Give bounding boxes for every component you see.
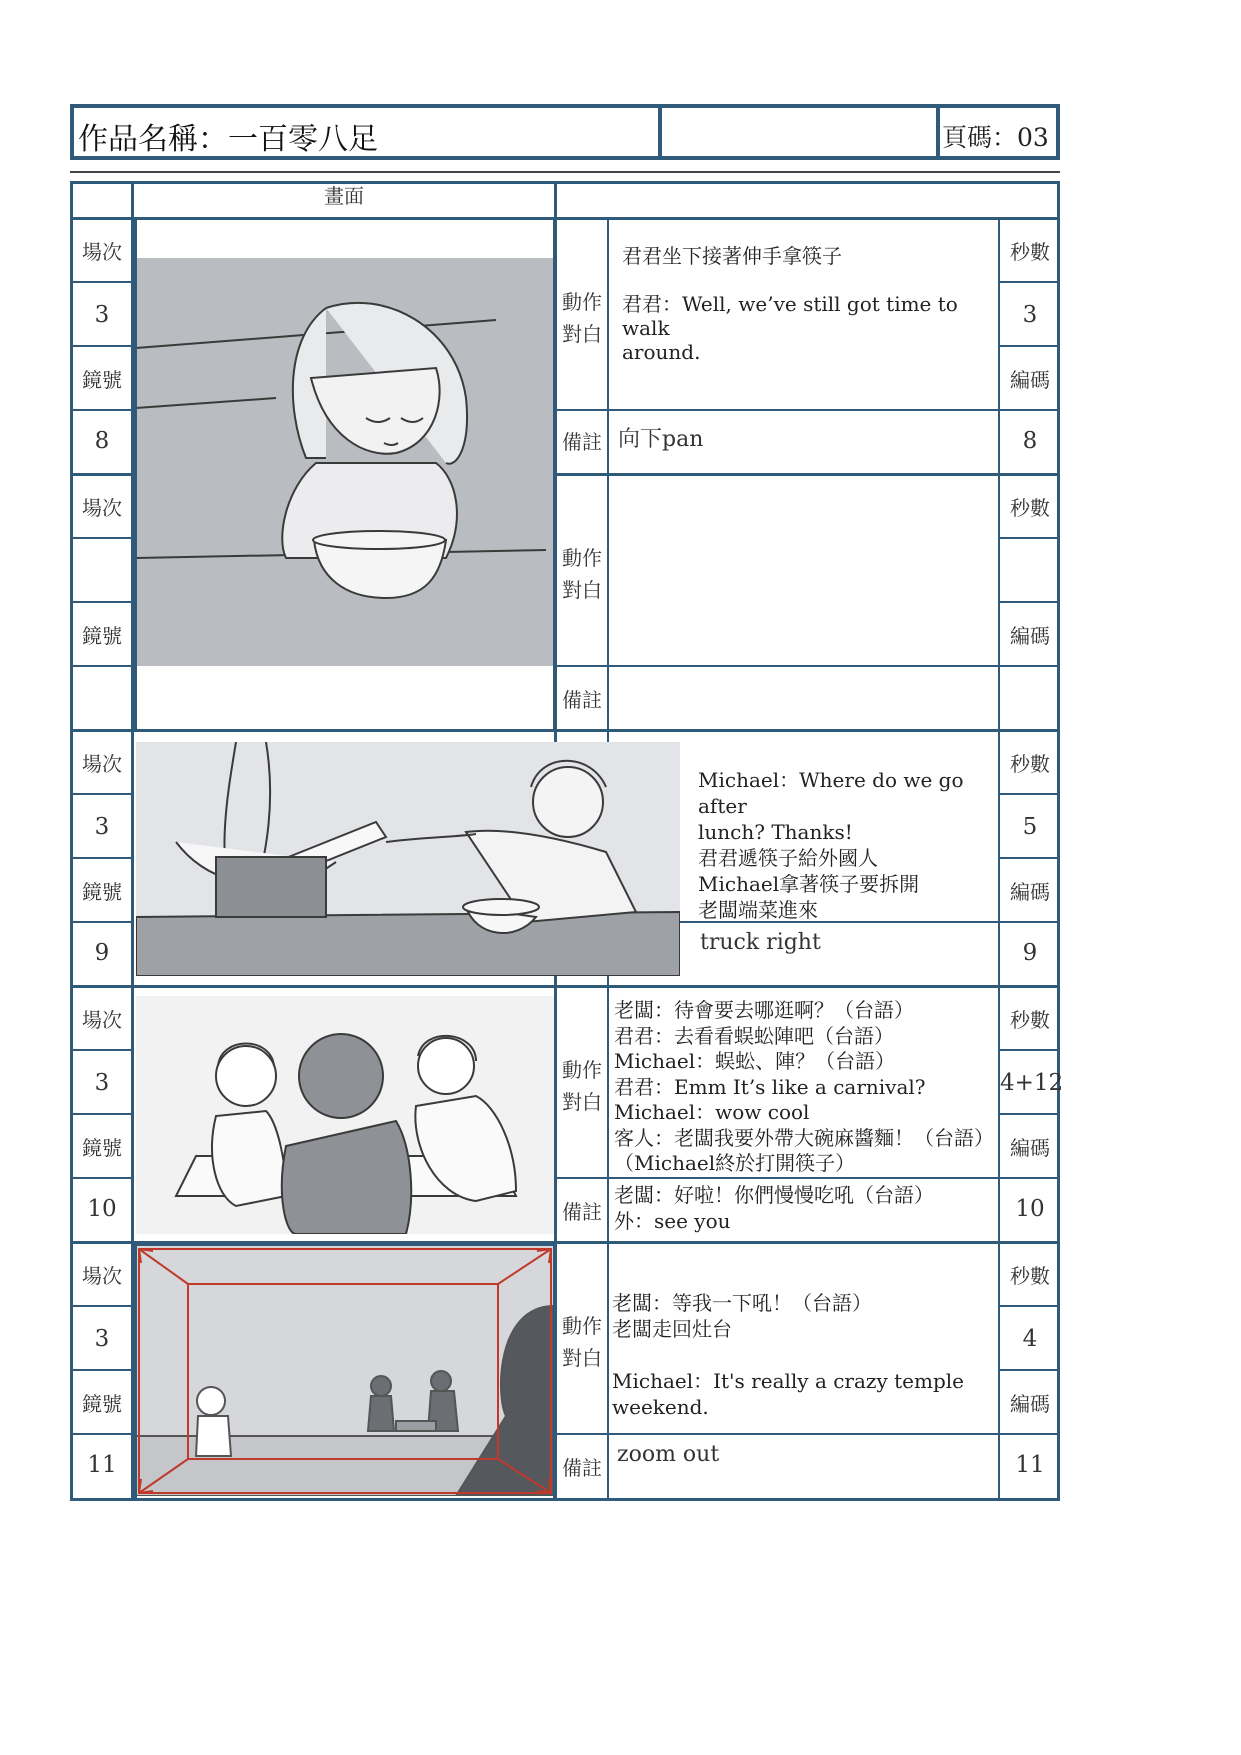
code-label: 編碼 <box>1010 624 1050 648</box>
shot-label: 鏡號 <box>82 624 122 648</box>
code-value: 8 <box>1022 428 1038 454</box>
remarks-text: zoom out <box>617 1442 720 1467</box>
label-row-line <box>70 1369 132 1371</box>
action-dialogue-label: 動作 對白 <box>562 546 602 602</box>
seconds-label: 秒數 <box>1010 240 1050 264</box>
label-row-line <box>70 281 132 283</box>
action-text: 老闆：等我一下吼！（台語） 老闆走回灶台 Michael：It's really a crazy temple weekend. <box>612 1291 964 1419</box>
action-text: Michael：Where do we go after lunch? Thanks! 君君遞筷子給外國人 Michael拿著筷子要拆開 老闆端菜進來 <box>698 768 964 922</box>
remarks-line <box>555 1433 1060 1435</box>
seconds-label: 秒數 <box>1010 752 1050 776</box>
scene-label: 場次 <box>82 240 122 264</box>
seconds-row-line <box>999 601 1060 603</box>
label-row-line <box>70 345 132 347</box>
label-row-line <box>70 1433 132 1435</box>
code-value: 10 <box>1015 1196 1045 1222</box>
seconds-row-line <box>999 281 1060 283</box>
remarks-line <box>555 665 1060 667</box>
label-row-line <box>70 409 132 411</box>
code-value: 9 <box>1022 940 1038 966</box>
code-value: 11 <box>1015 1452 1045 1478</box>
seconds-row-line <box>999 537 1060 539</box>
title-divider-2 <box>936 108 940 156</box>
label-row-line <box>70 921 132 923</box>
seconds-row-line <box>999 857 1060 859</box>
code-label: 編碼 <box>1010 880 1050 904</box>
work-title: 作品名稱：一百零八足 <box>78 122 378 157</box>
shot-value: 8 <box>94 428 110 454</box>
label-row-line <box>70 857 132 859</box>
remarks-label: 備註 <box>562 1456 602 1480</box>
shot-value: 11 <box>87 1452 117 1478</box>
shot-label: 鏡號 <box>82 1392 122 1416</box>
remarks-label: 備註 <box>562 688 602 712</box>
action-dialogue-label: 動作 對白 <box>562 1058 602 1114</box>
seconds-value: 5 <box>1022 814 1038 840</box>
seconds-row-line <box>999 1369 1060 1371</box>
label-row-line <box>70 1305 132 1307</box>
scene-label: 場次 <box>82 1264 122 1288</box>
seconds-label: 秒數 <box>1010 496 1050 520</box>
action-text: 君君坐下接著伸手拿筷子 君君：Well, we’ve still got time to walk around. <box>622 244 958 364</box>
label-row-line <box>70 793 132 795</box>
remarks-line <box>555 1177 1060 1179</box>
scene-label: 場次 <box>82 1008 122 1032</box>
seconds-row-line <box>999 345 1060 347</box>
scene-value: 3 <box>94 1326 110 1352</box>
seconds-value: 4 <box>1022 1326 1038 1352</box>
label-row-line <box>70 537 132 539</box>
shot-value: 9 <box>94 940 110 966</box>
scene-value: 3 <box>94 302 110 328</box>
separator-line <box>70 171 1060 173</box>
frame-border <box>134 1243 556 1501</box>
label-row-line <box>70 665 132 667</box>
page-number: 頁碼：03 <box>942 123 1049 152</box>
chopsticks-handover-sketch-icon <box>136 742 680 976</box>
action-dialogue-label: 動作 對白 <box>562 290 602 346</box>
action-dialogue-label: 動作 對白 <box>562 1314 602 1370</box>
remarks-text: truck right <box>700 930 821 955</box>
seconds-row-line <box>999 1305 1060 1307</box>
table-conversation-sketch-icon <box>136 996 554 1234</box>
frame-column-header: 畫面 <box>324 184 364 208</box>
scene-label: 場次 <box>82 496 122 520</box>
title-bar <box>70 104 1060 160</box>
label-row-line <box>70 1177 132 1179</box>
scene-value: 3 <box>94 814 110 840</box>
code-label: 編碼 <box>1010 1136 1050 1160</box>
seconds-label: 秒數 <box>1010 1264 1050 1288</box>
title-divider-1 <box>658 108 662 156</box>
scene-label: 場次 <box>82 752 122 776</box>
shot-label: 鏡號 <box>82 1136 122 1160</box>
label-row-line <box>70 1049 132 1051</box>
frame-border <box>134 220 556 732</box>
scene-value: 3 <box>94 1070 110 1096</box>
seconds-value: 4+12 <box>1000 1070 1064 1096</box>
remarks-text: 老闆：好啦！你們慢慢吃吼（台語） 外：see you <box>614 1183 934 1233</box>
shot-label: 鏡號 <box>82 880 122 904</box>
shot-value: 10 <box>87 1196 117 1222</box>
label-row-line <box>70 1113 132 1115</box>
block-line-3 <box>70 985 1060 988</box>
remarks-label: 備註 <box>562 1200 602 1224</box>
label-row-line <box>70 601 132 603</box>
code-label: 編碼 <box>1010 368 1050 392</box>
remarks-text: 向下pan <box>618 427 704 452</box>
seconds-row-line <box>999 793 1060 795</box>
seconds-value: 3 <box>1022 302 1038 328</box>
remarks-label: 備註 <box>562 430 602 454</box>
code-label: 編碼 <box>1010 1392 1050 1416</box>
seconds-label: 秒數 <box>1010 1008 1050 1032</box>
action-text: 老闆：待會要去哪逛啊？（台語） 君君：去看看蜈蚣陣吧（台語） Michael：蜈蚣、陣？（台語） 君君：Emm It’s like a carnival? Michael：wow cool 客人：老闆我要外帶大碗麻醬麵！（台語） （Michael終於打開筷子） <box>614 998 994 1175</box>
shot-label: 鏡號 <box>82 368 122 392</box>
remarks-line <box>555 409 1060 411</box>
